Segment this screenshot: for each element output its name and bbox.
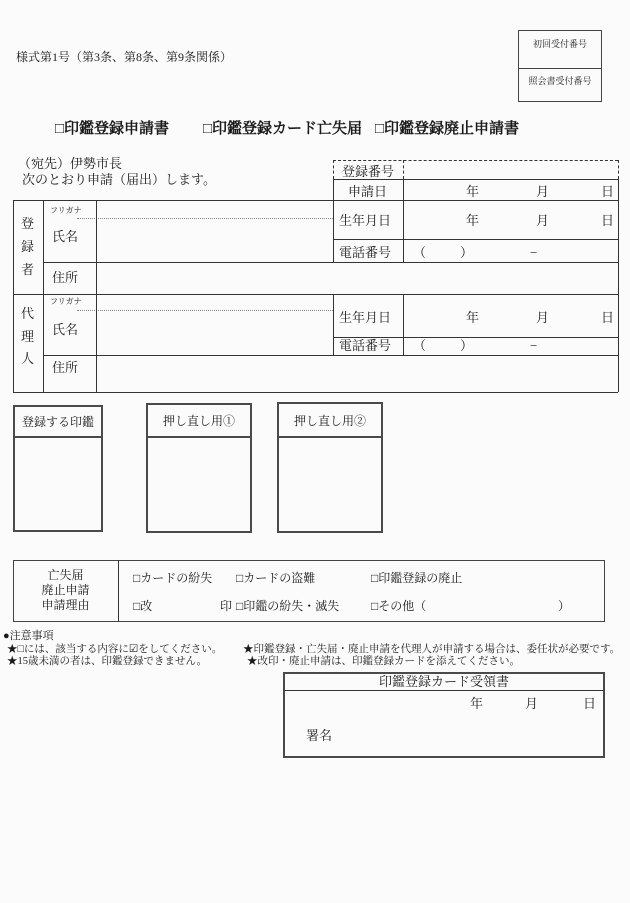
phone-paren-open: （ bbox=[413, 338, 427, 353]
title-card-loss: □印鑑登録カード亡失届 bbox=[203, 121, 363, 137]
registrant-furigana-label: フリガナ bbox=[50, 206, 82, 215]
phone-dash: − bbox=[530, 338, 538, 353]
proxy-section-char: 代 bbox=[21, 306, 35, 321]
seal-box-retry-2-label: 押し直し用② bbox=[293, 413, 366, 428]
proxy-furigana-label: フリガナ bbox=[50, 297, 82, 306]
phone-paren-close: ） bbox=[460, 245, 474, 260]
furigana-rule-line bbox=[77, 218, 333, 219]
proxy-birthdate-label: 生年月日 bbox=[339, 310, 392, 325]
table-line bbox=[403, 179, 404, 262]
registrant-birthdate-label: 生年月日 bbox=[339, 213, 392, 228]
table-line bbox=[43, 262, 618, 263]
seal-box-retry-2-header bbox=[279, 404, 381, 438]
signature-label: 署名 bbox=[306, 728, 333, 743]
receipt-number-box bbox=[518, 30, 602, 102]
reason-checkbox-card-lost: □カードの紛失 bbox=[133, 571, 213, 585]
day-label: 日 bbox=[583, 696, 597, 711]
reason-header-line: 申請理由 bbox=[41, 598, 90, 612]
proxy-section-char: 人 bbox=[21, 351, 35, 366]
addressee: （宛先）伊勢市長 bbox=[18, 156, 123, 171]
notes-heading: ●注意事項 bbox=[3, 630, 54, 642]
declaration: 次のとおり申請（届出）します。 bbox=[22, 172, 216, 187]
inquiry-receipt-cell bbox=[519, 69, 601, 103]
registrant-phone-label: 電話番号 bbox=[339, 245, 392, 260]
first-receipt-cell bbox=[519, 31, 601, 69]
phone-paren-close: ） bbox=[460, 338, 474, 353]
table-line bbox=[618, 179, 619, 392]
application-date-label: 申請日 bbox=[348, 184, 388, 199]
phone-dash: − bbox=[530, 245, 538, 260]
table-line bbox=[13, 392, 618, 393]
first-receipt-label: 初回受付番号 bbox=[532, 39, 587, 49]
day-label: 日 bbox=[601, 310, 615, 325]
phone-paren-open: （ bbox=[413, 245, 427, 260]
registrant-section-char: 者 bbox=[21, 262, 35, 277]
seal-box-retry-2 bbox=[277, 402, 383, 533]
furigana-rule-line bbox=[77, 310, 333, 311]
year-label: 年 bbox=[466, 310, 480, 325]
note-proxy-power-of-attorney: ★印鑑登録・亡失届・廃止申請を代理人が申請する場合は、委任状が必要です。 bbox=[243, 644, 621, 655]
month-label: 月 bbox=[536, 213, 550, 228]
reason-checkbox-seal-lost: □印鑑の紛失・滅失 bbox=[236, 599, 340, 613]
registrant-name-label: 氏名 bbox=[52, 229, 79, 244]
proxy-name-label: 氏名 bbox=[52, 322, 79, 337]
table-line bbox=[43, 355, 618, 356]
table-line bbox=[333, 294, 334, 355]
note-check-instruction: ★□には、該当する内容に☑をしてください。 bbox=[7, 644, 223, 655]
form-number: 様式第1号（第3条、第8条、第9条関係） bbox=[16, 50, 233, 64]
reason-header-line: 亡失届 bbox=[47, 568, 84, 582]
reason-checkbox-other: □その他（ bbox=[371, 599, 427, 613]
proxy-address-label: 住所 bbox=[52, 360, 79, 375]
table-line bbox=[333, 160, 618, 161]
seal-box-retry-1 bbox=[146, 403, 252, 533]
seal-box-register-header bbox=[15, 407, 101, 438]
table-line bbox=[43, 200, 44, 392]
reason-other-paren-close: ） bbox=[558, 599, 571, 613]
year-label: 年 bbox=[466, 213, 480, 228]
title-abolition: □印鑑登録廃止申請書 bbox=[375, 121, 520, 137]
card-receipt-title: 印鑑登録カード受領書 bbox=[378, 674, 509, 689]
seal-box-register-label: 登録する印鑑 bbox=[21, 415, 94, 429]
day-label: 日 bbox=[601, 184, 615, 199]
table-line bbox=[13, 200, 14, 392]
reason-checkbox-registration-abolition: □印鑑登録の廃止 bbox=[371, 571, 463, 585]
note-age-restriction: ★15歳未満の者は、印鑑登録できません。 bbox=[7, 656, 208, 667]
month-label: 月 bbox=[536, 184, 550, 199]
inquiry-receipt-label: 照会書受付番号 bbox=[528, 76, 592, 86]
table-line bbox=[96, 200, 97, 392]
seal-box-retry-1-label: 押し直し用① bbox=[162, 414, 235, 428]
table-line bbox=[13, 200, 618, 201]
proxy-section-char: 理 bbox=[21, 329, 35, 344]
proxy-phone-label: 電話番号 bbox=[339, 338, 392, 353]
reason-checkbox-seal-change: □改 bbox=[133, 599, 153, 613]
year-label: 年 bbox=[470, 696, 484, 711]
reason-header-line: 廃止申請 bbox=[41, 583, 90, 597]
table-line bbox=[333, 179, 334, 262]
reason-box-divider bbox=[118, 560, 119, 622]
month-label: 月 bbox=[525, 696, 539, 711]
table-line bbox=[13, 294, 618, 295]
table-line bbox=[618, 160, 619, 179]
table-line bbox=[403, 294, 404, 355]
reason-seal-change-suffix: 印 bbox=[220, 599, 233, 613]
note-attach-card: ★改印・廃止申請は、印鑑登録カードを添えてください。 bbox=[247, 656, 520, 667]
title-registration: □印鑑登録申請書 bbox=[55, 121, 170, 137]
table-line bbox=[333, 239, 618, 240]
day-label: 日 bbox=[601, 213, 615, 228]
registrant-section-char: 登 bbox=[21, 216, 35, 231]
reason-checkbox-card-stolen: □カードの盗難 bbox=[236, 571, 316, 585]
registrant-section-char: 録 bbox=[21, 239, 35, 254]
year-label: 年 bbox=[466, 184, 480, 199]
table-line bbox=[403, 160, 404, 179]
registration-number-label: 登録番号 bbox=[342, 164, 395, 179]
card-receipt-divider bbox=[285, 690, 603, 691]
seal-box-retry-1-header bbox=[148, 405, 250, 438]
table-line bbox=[333, 160, 334, 179]
seal-box-register bbox=[13, 405, 103, 532]
registrant-address-label: 住所 bbox=[52, 270, 79, 285]
month-label: 月 bbox=[536, 310, 550, 325]
